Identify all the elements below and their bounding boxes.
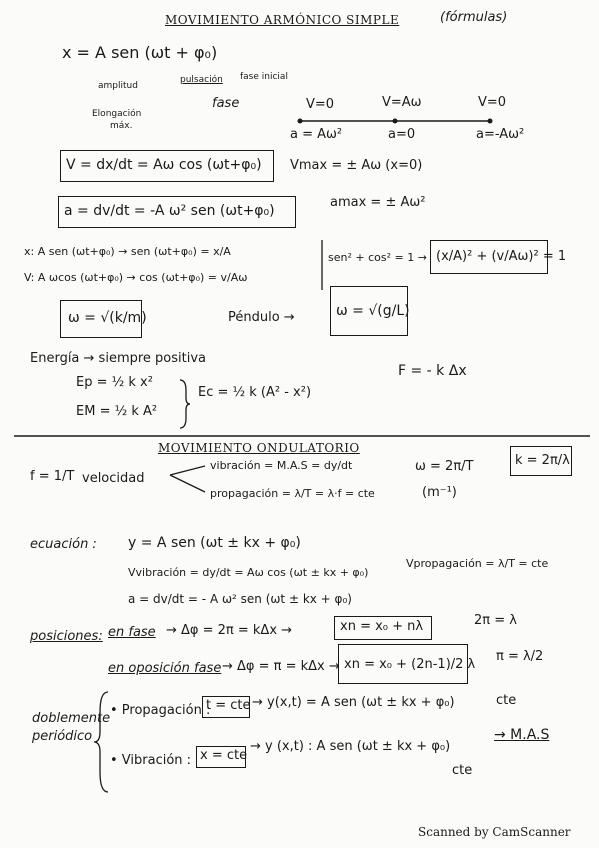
- omega-g-formula: ω = √(g/L): [336, 303, 410, 319]
- t-cte: t = cte: [206, 698, 251, 713]
- vibracion-relation: vibración = M.A.S = dy/dt: [210, 459, 353, 472]
- propagacion-equation: → y(x,t) = A sen (ωt ± kx + φ₀): [252, 695, 455, 710]
- wave-acceleration: a = dv/dt = - A ω² sen (ωt ± kx + φ₀): [128, 592, 352, 606]
- axis-point-right: [488, 119, 493, 124]
- mas-result: → M.A.S: [494, 727, 550, 743]
- velocidad-label: velocidad: [82, 471, 145, 486]
- wave-equation: y = A sen (ωt ± kx + φ₀): [128, 535, 301, 551]
- axis-label-a-middle: a=0: [388, 127, 416, 142]
- mo-title: MOVIMIENTO ONDULATORIO: [158, 441, 360, 455]
- pi-lambda: π = λ/2: [496, 649, 544, 664]
- ecuacion-label: ecuación :: [30, 537, 97, 552]
- oposicion-label: en oposición fase: [108, 661, 222, 676]
- fase-label: fase: [212, 96, 240, 111]
- k-formula: k = 2π/λ: [515, 453, 570, 468]
- pulsacion-label: pulsación: [180, 75, 223, 85]
- axis-label-a-left: a = Aω²: [290, 127, 343, 142]
- axis-point-middle: [393, 119, 398, 124]
- fase-inicial-label: fase inicial: [240, 72, 288, 82]
- propagacion-case-label: • Propagación :: [110, 703, 211, 718]
- vibracion-case-label: • Vibración :: [110, 753, 192, 768]
- propagacion-cte: cte: [496, 693, 517, 708]
- axis-point-left: [298, 119, 303, 124]
- position-equation: x = A sen (ωt + φ₀): [62, 43, 218, 62]
- scanned-footer: Scanned by CamScanner: [418, 825, 571, 839]
- mas-subtitle: (fórmulas): [440, 10, 508, 25]
- periodico-label: periódico: [32, 729, 93, 744]
- vvibracion-formula: Vvibración = dy/dt = Aω cos (ωt ± kx + φ₀): [128, 566, 369, 579]
- axis-label-a-right: a=-Aω²: [476, 127, 525, 142]
- identity-result: (x/A)² + (v/Aω)² = 1: [436, 249, 567, 264]
- force-formula: F = - k Δx: [398, 363, 467, 379]
- velocity-fork: [170, 466, 205, 492]
- max-label: máx.: [110, 121, 133, 131]
- vmax-formula: Vmax = ± Aω (x=0): [290, 158, 423, 173]
- axis-label-v0-left: V=0: [306, 97, 335, 112]
- frequency-formula: f = 1/T: [30, 469, 75, 484]
- x-cte: x = cte: [200, 748, 248, 763]
- energy-brace: [180, 380, 190, 428]
- axis-label-v0-right: V=0: [478, 95, 507, 110]
- amplitud-label: amplitud: [98, 81, 138, 91]
- en-fase-label: en fase: [108, 625, 156, 640]
- en-fase-result: xn = x₀ + nλ: [340, 619, 424, 634]
- ep-formula: Ep = ½ k x²: [76, 375, 153, 390]
- acceleration-formula: a = dv/dt = -A ω² sen (ωt+φ₀): [64, 203, 275, 219]
- omega-k-formula: ω = √(k/m): [68, 310, 147, 326]
- axis-label-vaw: V=Aω: [382, 95, 422, 110]
- velocity-formula: V = dx/dt = Aω cos (ωt+φ₀): [66, 157, 262, 173]
- omega-relation: ω = 2π/T: [415, 459, 474, 474]
- oposicion-result: xn = x₀ + (2n-1)/2 λ: [344, 657, 476, 672]
- vpropagacion-formula: Vpropagación = λ/T = cte: [406, 557, 549, 570]
- posiciones-label: posiciones:: [30, 629, 103, 644]
- two-pi-lambda: 2π = λ: [474, 613, 517, 628]
- vibracion-equation: → y (x,t) : A sen (ωt ± kx + φ₀): [250, 739, 451, 754]
- v-cos-relation: V: A ωcos (ωt+φ₀) → cos (ωt+φ₀) = v/Aω: [24, 271, 248, 284]
- energia-label: Energía → siempre positiva: [30, 351, 207, 366]
- mas-title: MOVIMIENTO ARMÓNICO SIMPLE: [165, 13, 400, 27]
- elongacion-label: Elongación: [92, 109, 142, 119]
- ec-formula: Ec = ½ k (A² - x²): [198, 385, 312, 400]
- doblemente-label: doblemente: [32, 711, 111, 726]
- unit-label: (m⁻¹): [422, 485, 457, 500]
- x-sen-relation: x: A sen (ωt+φ₀) → sen (ωt+φ₀) = x/A: [24, 245, 231, 258]
- vibracion-cte: cte: [452, 763, 473, 778]
- oposicion-relation: → Δφ = π = kΔx →: [222, 659, 340, 674]
- trig-identity: sen² + cos² = 1 →: [328, 251, 427, 264]
- propagacion-relation: propagación = λ/T = λ·f = cte: [210, 487, 375, 500]
- em-formula: EM = ½ k A²: [76, 404, 158, 419]
- en-fase-relation: → Δφ = 2π = kΔx →: [166, 623, 293, 638]
- pendulo-label: Péndulo →: [228, 310, 295, 325]
- amax-formula: amax = ± Aω²: [330, 195, 426, 210]
- periodic-brace: [94, 692, 108, 792]
